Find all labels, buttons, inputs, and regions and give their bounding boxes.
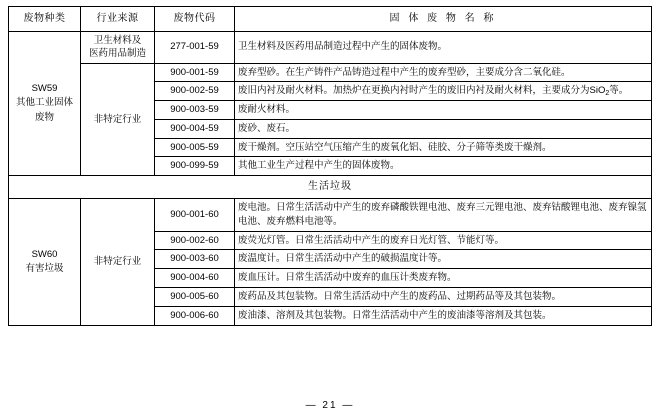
waste-name: 废温度计。日常生活活动中产生的破损温度计等。 [235,250,652,269]
category-line: 有害垃圾 [25,262,64,274]
waste-code: 277-001-59 [155,32,235,64]
waste-name: 废荧光灯管。日常生活活动中产生的废弃日光灯管、节能灯等。 [235,231,652,250]
waste-name-part: 废旧内衬及耐火材料。加热炉在更换内衬时产生的废旧内衬及耐火材料，主要成分为 [238,85,590,97]
column-header-code: 废物代码 [155,7,235,32]
table-header [9,7,652,32]
page-number: — 21 — [305,400,355,411]
waste-name [235,82,652,101]
table-body [9,32,652,326]
waste-name: 废电池。日常生活活动中产生的废弃磷酸铁锂电池、废弃三元锂电池、废弃钴酸锂电池、废弃镍氢电池、废弃燃料电池等。 [235,199,652,232]
waste-code: 900-002-59 [155,82,235,101]
table-header-row [9,7,652,32]
waste-code: 900-003-59 [155,101,235,120]
waste-name: 废药品及其包装物。日常生活活动中产生的废药品、过期药品等及其包装物。 [235,288,652,307]
waste-name: 其他工业生产过程中产生的固体废物。 [235,157,652,176]
source-line: 非特定行业 [93,256,142,268]
waste-code: 900-006-60 [155,306,235,325]
source-cell-non-specific-59 [81,63,155,176]
category-line: 废物 [34,111,54,123]
table-row [9,32,652,64]
waste-code: 900-001-59 [155,63,235,82]
waste-code: 900-005-60 [155,288,235,307]
source-cell-hygiene-pharma [81,32,155,64]
category-line: SW59 [31,83,58,95]
waste-name: 废干燥剂。空压站空气压缩产生的废氧化铝、硅胶、分子筛等类废干燥剂。 [235,138,652,157]
column-header-source: 行业来源 [81,7,155,32]
waste-code: 900-004-60 [155,269,235,288]
category-cell-sw59 [9,32,81,176]
category-line: SW60 [31,248,58,260]
category-line: 其他工业固体 [15,97,73,109]
table-row [9,199,652,232]
source-line: 卫生材料及 [93,35,142,46]
source-line: 医药用品制造 [88,48,146,60]
column-header-name: 固 体 废 物 名 称 [235,7,652,32]
column-header-category: 废物种类 [9,7,81,32]
waste-code: 900-001-60 [155,199,235,232]
category-cell-sw60 [9,199,81,325]
waste-name: 卫生材料及医药用品制造过程中产生的固体废物。 [235,32,652,64]
waste-name: 废油漆、溶剂及其包装物。日常生活活动中产生的废油漆等溶剂及其包装。 [235,306,652,325]
waste-name-part: 等。 [609,85,629,97]
section-title: 生活垃圾 [9,176,652,199]
section-title-row [9,176,652,199]
table-row [9,63,652,82]
waste-name: 废砂、废石。 [235,119,652,138]
chemical-formula: SiO$_2$ [589,85,610,98]
waste-name: 废血压计。日常生活活动中废弃的血压计类废弃物。 [235,269,652,288]
waste-code: 900-099-59 [155,157,235,176]
waste-code: 900-003-60 [155,250,235,269]
page-footer [0,400,660,411]
source-cell-non-specific-60 [81,199,155,325]
source-line: 非特定行业 [93,113,142,125]
waste-name: 废耐火材料。 [235,101,652,120]
waste-code: 900-004-59 [155,119,235,138]
waste-name: 废弃型砂。在生产铸件产品铸造过程中产生的废弃型砂，主要成分含二氧化硅。 [235,63,652,82]
waste-code: 900-002-60 [155,231,235,250]
waste-code: 900-005-59 [155,138,235,157]
waste-catalog-table [8,6,652,326]
